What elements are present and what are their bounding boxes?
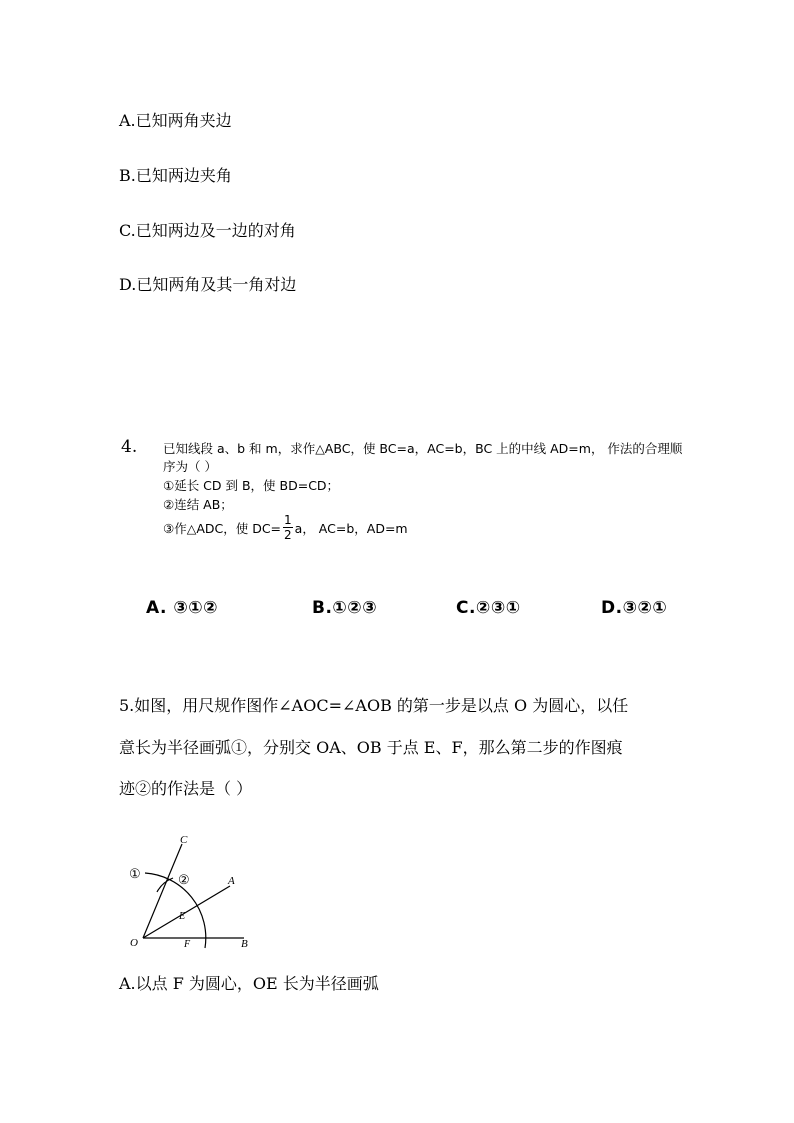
label-a: A	[228, 875, 235, 887]
label-c: C	[180, 834, 188, 846]
q4-option-d: D.③②①	[601, 598, 668, 618]
label-b: B	[241, 938, 248, 950]
q4-frac-den: 2	[284, 528, 292, 542]
q3-option-d: D.已知两角及其一角对边	[119, 275, 297, 294]
q4-frac-num: 1	[284, 513, 292, 527]
q4-step2: ②连结 AB；	[163, 497, 233, 512]
q4-step3-suffix: a， AC=b，AD=m	[294, 521, 408, 536]
q4-option-b: B.①②③	[312, 598, 378, 618]
q4-step3-prefix: ③作△ADC，使 DC=	[163, 521, 282, 536]
label-f: F	[184, 939, 191, 950]
q4-step3	[163, 513, 408, 543]
q4-number: 4.	[121, 437, 138, 457]
q4-stem-line2: 序为（ ）	[163, 459, 217, 474]
q4-step1: ①延长 CD 到 B，使 BD=CD；	[163, 478, 340, 493]
q5-line3: 迹②的作法是（ ）	[119, 779, 253, 798]
ray-oa	[143, 886, 230, 938]
q3-option-a: A.已知两角夹边	[119, 111, 232, 130]
q5-line1: 5.如图，用尺规作图作∠AOC=∠AOB 的第一步是以点 O 为圆心，以任	[119, 696, 629, 715]
q4-fraction	[283, 514, 293, 541]
angle-construction-figure	[120, 826, 270, 954]
label-o: O	[130, 937, 138, 949]
label-arc-2: ②	[178, 872, 190, 887]
q4-option-a: A. ③①②	[146, 598, 219, 618]
q5-option-a: A.以点 F 为圆心，OE 长为半径画弧	[119, 974, 379, 993]
q3-option-c: C.已知两边及一边的对角	[119, 221, 296, 240]
label-arc-1: ①	[129, 866, 141, 881]
q4-stem-line1: 已知线段 a、b 和 m，求作△ABC，使 BC=a，AC=b，BC 上的中线 AD=m， 作法的合理顺	[163, 441, 683, 456]
label-e: E	[179, 911, 186, 922]
q3-option-b: B.已知两边夹角	[119, 166, 232, 185]
q5-line2: 意长为半径画弧①，分别交 OA、OB 于点 E、F，那么第二步的作图痕	[119, 738, 623, 757]
ray-oc	[143, 844, 182, 938]
q4-option-c: C.②③①	[456, 598, 521, 618]
